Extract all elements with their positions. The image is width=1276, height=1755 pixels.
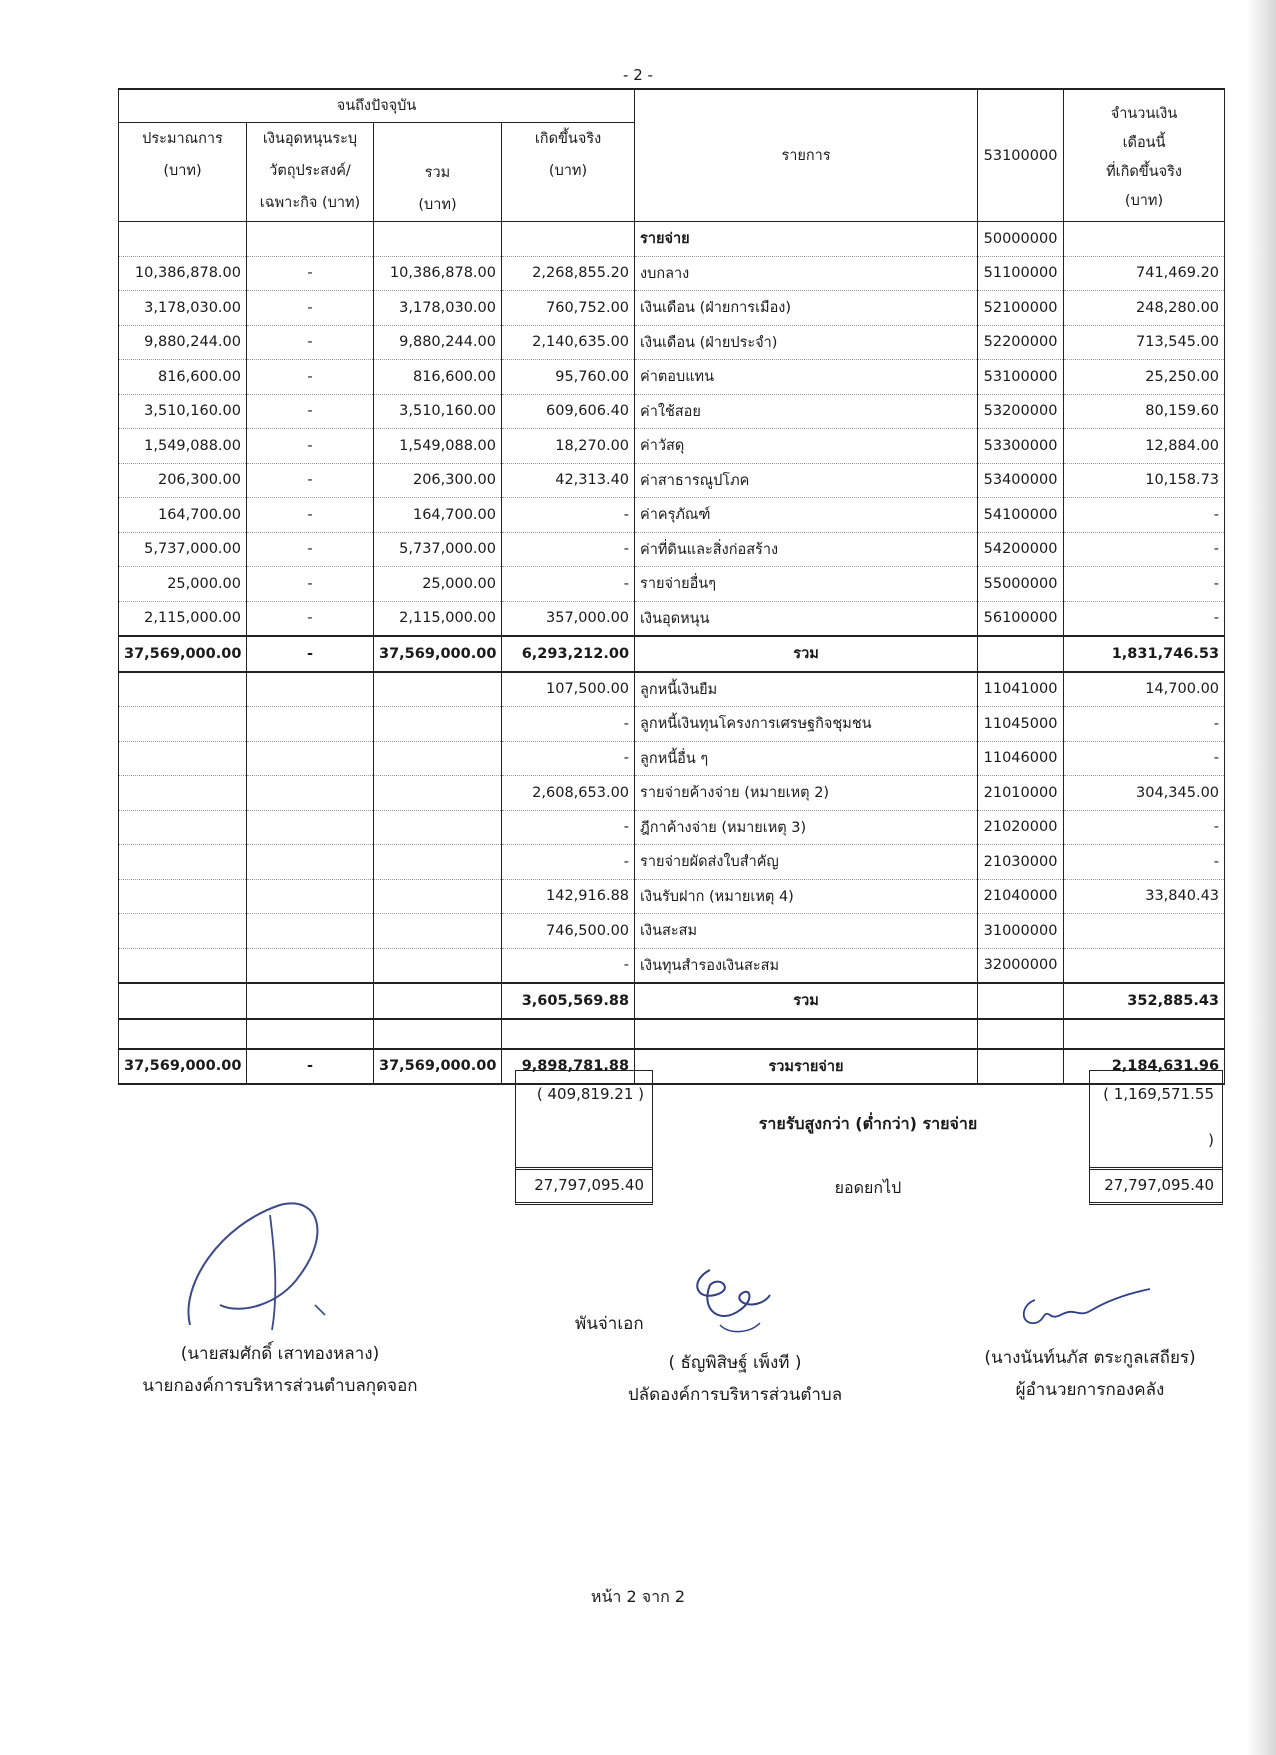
expense-code: 53400000 xyxy=(978,463,1064,498)
expense-subsidy: - xyxy=(247,256,374,291)
expense-item: เงินเดือน (ฝ่ายการเมือง) xyxy=(635,291,978,326)
expense-actual: - xyxy=(502,498,635,533)
header-total-line1: รวม xyxy=(424,165,451,181)
expense-row xyxy=(119,567,1225,602)
expense-item: รายจ่ายอื่นๆ xyxy=(635,567,978,602)
other-item: รายจ่ายค้างจ่าย (หมายเหตุ 2) xyxy=(635,776,978,811)
other-row xyxy=(119,845,1225,880)
other-code: 32000000 xyxy=(978,948,1064,983)
expense-total: 1,549,088.00 xyxy=(374,429,502,464)
other-row xyxy=(119,707,1225,742)
surplus-actual-box xyxy=(515,1070,653,1170)
expense-estimate: 25,000.00 xyxy=(119,567,247,602)
header-total xyxy=(374,123,502,222)
spacer-row xyxy=(119,1019,1225,1049)
signature-mark-right xyxy=(1015,1285,1155,1335)
header-estimate xyxy=(119,123,247,222)
expense-subsidy: - xyxy=(247,429,374,464)
grand-total-month: 2,184,631.96 xyxy=(1064,1049,1225,1085)
page-footer: หน้า 2 จาก 2 xyxy=(590,1587,686,1606)
expense-month: 12,884.00 xyxy=(1064,429,1225,464)
expense-month: 713,545.00 xyxy=(1064,325,1225,360)
expense-actual: 18,270.00 xyxy=(502,429,635,464)
other-code: 21040000 xyxy=(978,879,1064,914)
other-month: 304,345.00 xyxy=(1064,776,1225,811)
grand-total-subsidy: - xyxy=(247,1049,374,1085)
header-actual-line1: เกิดขึ้นจริง xyxy=(534,131,602,147)
other-month: 33,840.43 xyxy=(1064,879,1225,914)
grand-total-total: 37,569,000.00 xyxy=(374,1049,502,1085)
expense-estimate: 816,600.00 xyxy=(119,360,247,395)
signatory-position: ผู้อำนวยการกองคลัง xyxy=(1015,1380,1165,1400)
other-month: - xyxy=(1064,845,1225,880)
expense-month: 248,280.00 xyxy=(1064,291,1225,326)
surplus-month-box xyxy=(1089,1070,1223,1170)
expense-subtotal-label: รวม xyxy=(635,636,978,672)
expense-month: 10,158.73 xyxy=(1064,463,1225,498)
other-actual: - xyxy=(502,707,635,742)
expense-item: ค่าตอบแทน xyxy=(635,360,978,395)
carried-forward-actual: 27,797,095.40 xyxy=(534,1176,644,1194)
other-row xyxy=(119,879,1225,914)
expense-total: 816,600.00 xyxy=(374,360,502,395)
signatory-position: ปลัดองค์การบริหารส่วนตำบล xyxy=(627,1385,843,1405)
header-estimate-line2: (บาท) xyxy=(163,163,202,179)
header-actual xyxy=(502,123,635,222)
expense-code: 53200000 xyxy=(978,394,1064,429)
expense-code: 53100000 xyxy=(978,360,1064,395)
other-item: ลูกหนี้เงินทุนโครงการเศรษฐกิจชุมชน xyxy=(635,707,978,742)
expense-subtotal-subsidy: - xyxy=(247,636,374,672)
expense-item: เงินเดือน (ฝ่ายประจำ) xyxy=(635,325,978,360)
other-actual: - xyxy=(502,948,635,983)
other-item: รายจ่ายผัดส่งใบสำคัญ xyxy=(635,845,978,880)
expense-month: 741,469.20 xyxy=(1064,256,1225,291)
other-subtotal-actual: 3,605,569.88 xyxy=(502,983,635,1019)
expense-actual: 95,760.00 xyxy=(502,360,635,395)
expense-actual: 2,268,855.20 xyxy=(502,256,635,291)
signatory-name: (นายสมศักดิ์ เสาทองหลาง) xyxy=(180,1344,380,1364)
header-subsidy-line1: เงินอุดหนุนระบุ xyxy=(262,131,358,147)
expense-estimate: 3,510,160.00 xyxy=(119,394,247,429)
surplus-label: รายรับสูงกว่า (ต่ำกว่า) รายจ่าย xyxy=(758,1114,978,1133)
carried-forward-actual-box xyxy=(515,1167,653,1205)
expense-code: 55000000 xyxy=(978,567,1064,602)
expense-item: เงินอุดหนุน xyxy=(635,601,978,636)
signature-block-center xyxy=(585,1347,885,1411)
header-item: รายการ xyxy=(635,89,978,222)
other-month: - xyxy=(1064,810,1225,845)
expense-item: ค่าครุภัณฑ์ xyxy=(635,498,978,533)
other-actual: - xyxy=(502,810,635,845)
expense-estimate: 206,300.00 xyxy=(119,463,247,498)
other-item: เงินสะสม xyxy=(635,914,978,949)
expense-estimate: 1,549,088.00 xyxy=(119,429,247,464)
expense-row xyxy=(119,325,1225,360)
expense-total: 25,000.00 xyxy=(374,567,502,602)
header-group-row xyxy=(119,89,1225,123)
expense-estimate: 10,386,878.00 xyxy=(119,256,247,291)
expense-month: 25,250.00 xyxy=(1064,360,1225,395)
other-row xyxy=(119,914,1225,949)
expense-row xyxy=(119,463,1225,498)
expense-row xyxy=(119,532,1225,567)
signature-mark-center xyxy=(680,1265,780,1340)
other-actual: 2,608,653.00 xyxy=(502,776,635,811)
other-code: 21030000 xyxy=(978,845,1064,880)
other-subtotal-month: 352,885.43 xyxy=(1064,983,1225,1019)
grand-total-estimate: 37,569,000.00 xyxy=(119,1049,247,1085)
expense-title: รายจ่าย xyxy=(635,222,978,257)
header-total-line2: (บาท) xyxy=(418,197,457,213)
expense-code: 54100000 xyxy=(978,498,1064,533)
carried-forward-label: ยอดยกไป xyxy=(834,1178,902,1197)
other-subtotal-row xyxy=(119,983,1225,1019)
grand-total-label: รวมรายจ่าย xyxy=(635,1049,978,1085)
expense-row xyxy=(119,360,1225,395)
header-actual-line2: (บาท) xyxy=(548,163,588,179)
header-subsidy-line2: วัตถุประสงค์/ xyxy=(269,163,351,179)
expense-total: 10,386,878.00 xyxy=(374,256,502,291)
expense-estimate: 5,737,000.00 xyxy=(119,532,247,567)
expense-code: 52200000 xyxy=(978,325,1064,360)
expense-actual: - xyxy=(502,567,635,602)
expense-subsidy: - xyxy=(247,567,374,602)
expense-total: 164,700.00 xyxy=(374,498,502,533)
signatory-name: (นางนันท์นภัส ตระกูลเสถียร) xyxy=(984,1348,1196,1368)
signature-block-left xyxy=(120,1338,440,1402)
expense-subsidy: - xyxy=(247,532,374,567)
expense-total: 5,737,000.00 xyxy=(374,532,502,567)
expense-code: 56100000 xyxy=(978,601,1064,636)
signatory-position: นายกองค์การบริหารส่วนตำบลกุดจอก xyxy=(142,1376,418,1396)
expense-item: ค่าที่ดินและสิ่งก่อสร้าง xyxy=(635,532,978,567)
header-subsidy xyxy=(247,123,374,222)
expense-subtotal-month: 1,831,746.53 xyxy=(1064,636,1225,672)
header-code: 53100000 xyxy=(978,89,1064,222)
expense-item: ค่าวัสดุ xyxy=(635,429,978,464)
expense-code: 51100000 xyxy=(978,256,1064,291)
expense-subsidy: - xyxy=(247,463,374,498)
expense-subsidy: - xyxy=(247,291,374,326)
page-marker: - 2 - xyxy=(623,66,653,84)
signature-mark-left xyxy=(160,1195,380,1335)
expense-row xyxy=(119,291,1225,326)
expense-row xyxy=(119,601,1225,636)
expense-month: - xyxy=(1064,498,1225,533)
expense-item: งบกลาง xyxy=(635,256,978,291)
header-estimate-line1: ประมาณการ xyxy=(142,131,223,147)
other-code: 11041000 xyxy=(978,672,1064,707)
other-code: 11045000 xyxy=(978,707,1064,742)
expense-ledger-table xyxy=(118,88,1225,1085)
expense-row xyxy=(119,256,1225,291)
signature-block-right xyxy=(940,1342,1240,1406)
expense-month: - xyxy=(1064,532,1225,567)
expense-estimate: 3,178,030.00 xyxy=(119,291,247,326)
other-actual: - xyxy=(502,741,635,776)
other-item: เงินทุนสำรองเงินสะสม xyxy=(635,948,978,983)
expense-total: 2,115,000.00 xyxy=(374,601,502,636)
other-item: ลูกหนี้อื่น ๆ xyxy=(635,741,978,776)
expense-actual: 760,752.00 xyxy=(502,291,635,326)
other-actual: 746,500.00 xyxy=(502,914,635,949)
carried-forward-month: 27,797,095.40 xyxy=(1104,1176,1214,1194)
expense-code: 52100000 xyxy=(978,291,1064,326)
expense-subsidy: - xyxy=(247,601,374,636)
carried-forward-month-box xyxy=(1089,1167,1223,1205)
surplus-month: ( 1,169,571.55 ) xyxy=(1103,1085,1214,1149)
expense-title-code: 50000000 xyxy=(978,222,1064,257)
other-code: 31000000 xyxy=(978,914,1064,949)
expense-total: 3,510,160.00 xyxy=(374,394,502,429)
other-code: 21010000 xyxy=(978,776,1064,811)
header-group-title: จนถึงปัจจุบัน xyxy=(119,89,635,123)
expense-subtotal-total: 37,569,000.00 xyxy=(374,636,502,672)
other-row xyxy=(119,776,1225,811)
other-month: - xyxy=(1064,741,1225,776)
other-item: ลูกหนี้เงินยืม xyxy=(635,672,978,707)
expense-subsidy: - xyxy=(247,360,374,395)
other-month xyxy=(1064,914,1225,949)
expense-actual: 2,140,635.00 xyxy=(502,325,635,360)
expense-estimate: 9,880,244.00 xyxy=(119,325,247,360)
other-subtotal-label: รวม xyxy=(635,983,978,1019)
expense-actual: 609,606.40 xyxy=(502,394,635,429)
expense-actual: 357,000.00 xyxy=(502,601,635,636)
expense-subtotal-row xyxy=(119,636,1225,672)
expense-actual: 42,313.40 xyxy=(502,463,635,498)
scan-edge-shadow xyxy=(1246,0,1276,1755)
expense-estimate: 2,115,000.00 xyxy=(119,601,247,636)
other-row xyxy=(119,672,1225,707)
expense-subtotal-estimate: 37,569,000.00 xyxy=(119,636,247,672)
expense-month: - xyxy=(1064,601,1225,636)
other-month xyxy=(1064,948,1225,983)
surplus-actual: ( 409,819.21 ) xyxy=(536,1085,644,1103)
other-row xyxy=(119,741,1225,776)
other-actual: 107,500.00 xyxy=(502,672,635,707)
header-month-line4: (บาท) xyxy=(1124,192,1164,209)
other-code: 11046000 xyxy=(978,741,1064,776)
header-subsidy-line3: เฉพาะกิจ (บาท) xyxy=(259,195,361,211)
expense-month: 80,159.60 xyxy=(1064,394,1225,429)
expense-month: - xyxy=(1064,567,1225,602)
other-row xyxy=(119,810,1225,845)
other-item: เงินรับฝาก (หมายเหตุ 4) xyxy=(635,879,978,914)
expense-total: 9,880,244.00 xyxy=(374,325,502,360)
expense-subsidy: - xyxy=(247,498,374,533)
other-month: - xyxy=(1064,707,1225,742)
expense-subsidy: - xyxy=(247,394,374,429)
expense-row xyxy=(119,498,1225,533)
other-month: 14,700.00 xyxy=(1064,672,1225,707)
header-month xyxy=(1064,89,1225,222)
expense-code: 53300000 xyxy=(978,429,1064,464)
expense-row xyxy=(119,429,1225,464)
header-month-line3: ที่เกิดขึ้นจริง xyxy=(1106,163,1182,180)
expense-item: ค่าใช้สอย xyxy=(635,394,978,429)
expense-total: 206,300.00 xyxy=(374,463,502,498)
expense-item: ค่าสาธารณูปโภค xyxy=(635,463,978,498)
signatory-name: ( ธัญพิสิษฐ์ เพ็งที ) xyxy=(668,1353,802,1373)
other-row xyxy=(119,948,1225,983)
other-actual: 142,916.88 xyxy=(502,879,635,914)
expense-subsidy: - xyxy=(247,325,374,360)
header-month-line1: จำนวนเงิน xyxy=(1110,105,1178,122)
other-code: 21020000 xyxy=(978,810,1064,845)
expense-row xyxy=(119,394,1225,429)
signatory-prefix: พันจ่าเอก xyxy=(575,1314,644,1334)
grand-total-row xyxy=(119,1049,1225,1085)
grand-total-actual: 9,898,781.88 xyxy=(502,1049,635,1085)
expense-code: 54200000 xyxy=(978,532,1064,567)
other-item: ฎีกาค้างจ่าย (หมายเหตุ 3) xyxy=(635,810,978,845)
other-actual: - xyxy=(502,845,635,880)
header-month-line2: เดือนนี้ xyxy=(1122,134,1166,151)
expense-title-row xyxy=(119,222,1225,257)
expense-subtotal-actual: 6,293,212.00 xyxy=(502,636,635,672)
expense-total: 3,178,030.00 xyxy=(374,291,502,326)
expense-actual: - xyxy=(502,532,635,567)
expense-estimate: 164,700.00 xyxy=(119,498,247,533)
